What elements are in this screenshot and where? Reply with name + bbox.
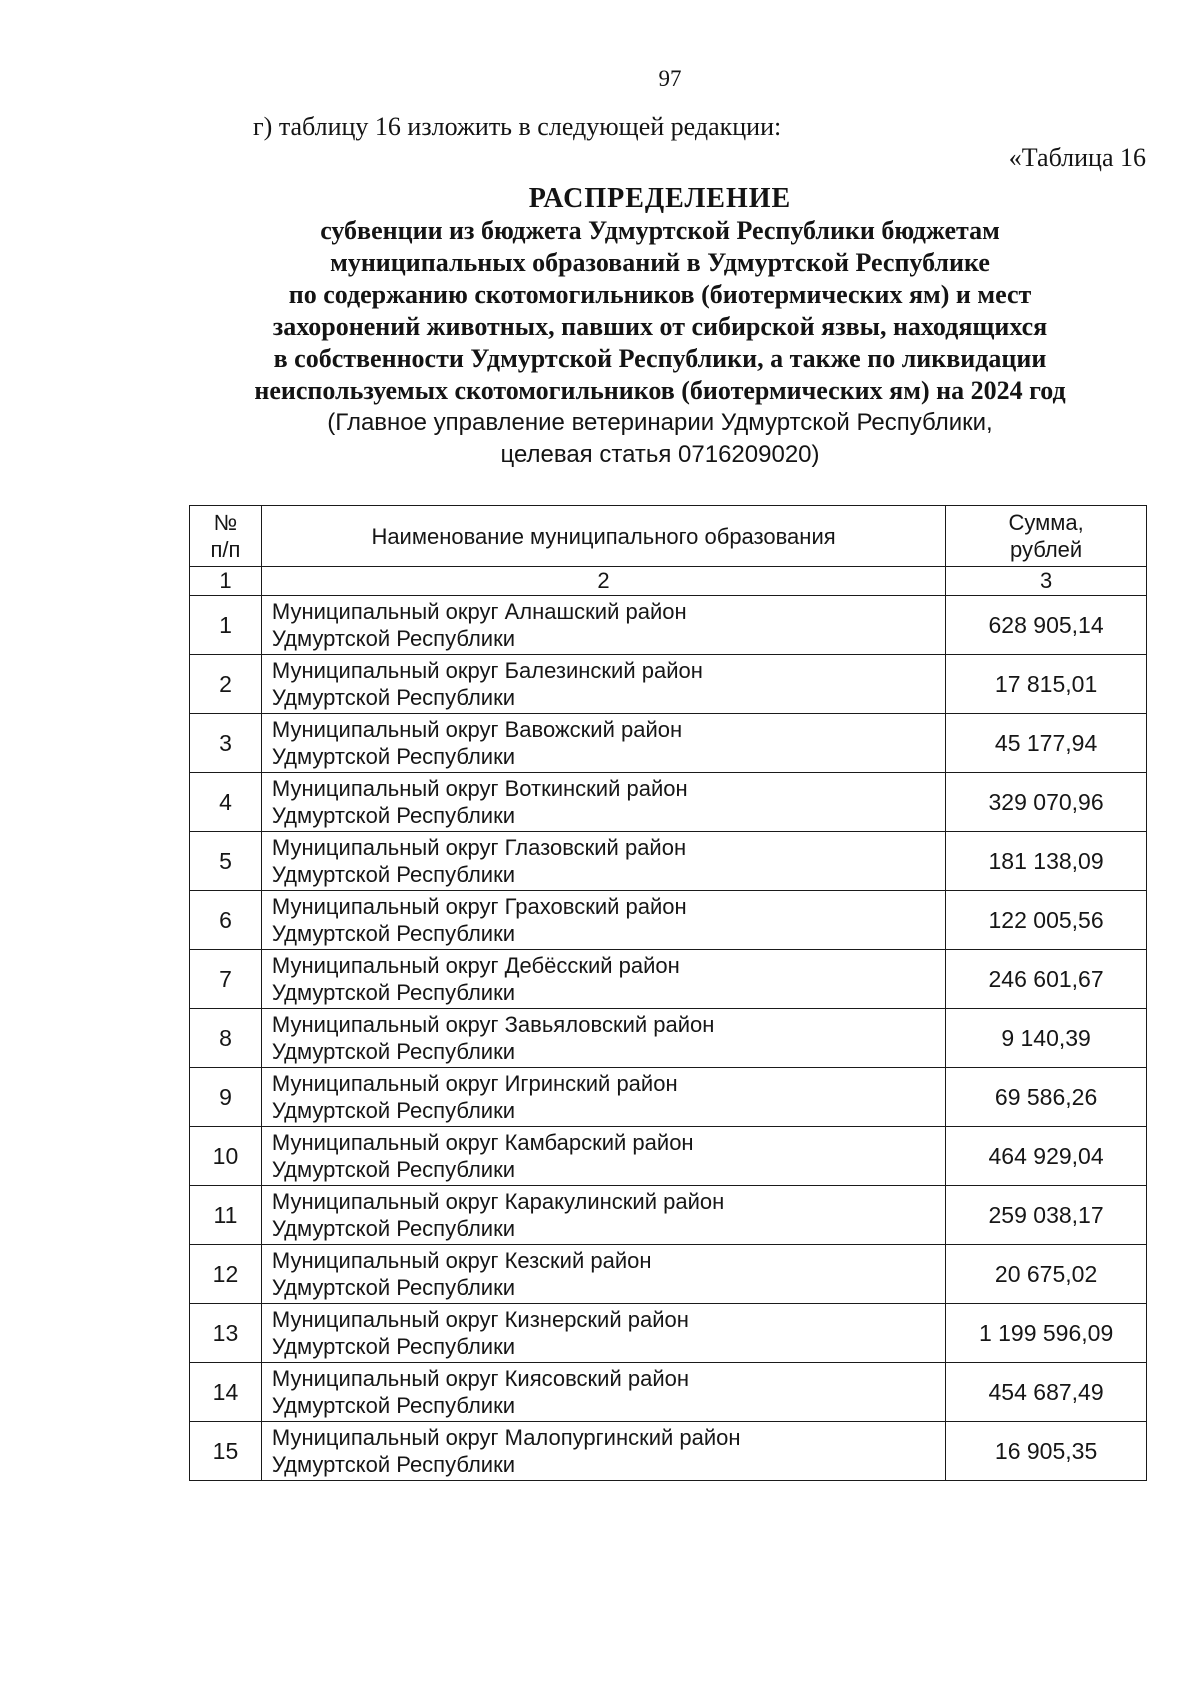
title-block	[160, 183, 1160, 471]
row-number: 13	[190, 1304, 262, 1363]
header-name: Наименование муниципального образования	[261, 506, 945, 567]
amount: 122 005,56	[946, 891, 1147, 950]
subtitle-line: в собственности Удмуртской Республики, а также по ликвидации	[273, 344, 1047, 373]
municipality-name-line1: Муниципальный округ Игринский район	[271, 1071, 678, 1096]
header-number	[190, 506, 262, 567]
column-index: 3	[946, 567, 1147, 596]
row-number: 8	[190, 1009, 262, 1068]
table-row	[190, 773, 1147, 832]
municipality-name-line1: Муниципальный округ Кизнерский район	[271, 1307, 689, 1332]
table-row	[190, 1363, 1147, 1422]
table-row	[190, 1009, 1147, 1068]
table-row	[190, 891, 1147, 950]
header-number-line2: п/п	[210, 537, 241, 562]
municipality-name	[261, 950, 945, 1009]
header-sum	[946, 506, 1147, 567]
table-row	[190, 1422, 1147, 1481]
municipality-name-line1: Муниципальный округ Алнашский район	[271, 599, 687, 624]
source-line: целевая статья 0716209020)	[500, 441, 820, 468]
amount: 1 199 596,09	[946, 1304, 1147, 1363]
header-sum-line2: рублей	[1009, 537, 1083, 562]
municipality-name-line2: Удмуртской Республики	[271, 1334, 515, 1359]
row-number: 5	[190, 832, 262, 891]
municipality-name-line2: Удмуртской Республики	[271, 1452, 515, 1477]
municipality-name-line1: Муниципальный округ Камбарский район	[271, 1130, 694, 1155]
table-row	[190, 1245, 1147, 1304]
municipality-name	[261, 1304, 945, 1363]
municipality-name-line2: Удмуртской Республики	[271, 803, 515, 828]
amount: 464 929,04	[946, 1127, 1147, 1186]
table-row	[190, 832, 1147, 891]
table-row	[190, 714, 1147, 773]
municipality-name-line2: Удмуртской Республики	[271, 1275, 515, 1300]
municipality-name-line2: Удмуртской Республики	[271, 1098, 515, 1123]
municipality-name	[261, 655, 945, 714]
amount: 16 905,35	[946, 1422, 1147, 1481]
table-header-row	[190, 506, 1147, 567]
table-row	[190, 1068, 1147, 1127]
municipality-name	[261, 1186, 945, 1245]
page-number: 97	[658, 66, 682, 91]
table-row	[190, 1186, 1147, 1245]
amount: 454 687,49	[946, 1363, 1147, 1422]
municipality-name-line1: Муниципальный округ Глазовский район	[271, 835, 687, 860]
municipality-name-line1: Муниципальный округ Киясовский район	[271, 1366, 690, 1391]
municipality-name-line1: Муниципальный округ Малопургинский район	[271, 1425, 741, 1450]
source-line: (Главное управление ветеринарии Удмуртской Республики,	[327, 409, 993, 436]
table-label: «Таблица 16	[1008, 143, 1146, 172]
amount: 20 675,02	[946, 1245, 1147, 1304]
municipality-name	[261, 1009, 945, 1068]
column-index-row	[190, 567, 1147, 596]
row-number: 11	[190, 1186, 262, 1245]
municipality-name-line2: Удмуртской Республики	[271, 1216, 515, 1241]
amount: 69 586,26	[946, 1068, 1147, 1127]
municipality-name-line1: Муниципальный округ Завьяловский район	[271, 1012, 715, 1037]
distribution-table	[189, 505, 1147, 1481]
municipality-name-line1: Муниципальный округ Вавожский район	[271, 717, 683, 742]
table-row	[190, 655, 1147, 714]
municipality-name-line2: Удмуртской Республики	[271, 1039, 515, 1064]
row-number: 10	[190, 1127, 262, 1186]
amount: 181 138,09	[946, 832, 1147, 891]
subtitle-line: неиспользуемых скотомогильников (биотермических ям) на 2024 год	[254, 376, 1066, 405]
municipality-name-line1: Муниципальный округ Дебёсский район	[271, 953, 680, 978]
document-title: РАСПРЕДЕЛЕНИЕ	[528, 183, 792, 214]
column-index: 1	[190, 567, 262, 596]
amount: 329 070,96	[946, 773, 1147, 832]
municipality-name-line2: Удмуртской Республики	[271, 862, 515, 887]
municipality-name-line2: Удмуртской Республики	[271, 1157, 515, 1182]
column-index: 2	[261, 567, 945, 596]
municipality-name-line2: Удмуртской Республики	[271, 685, 515, 710]
row-number: 3	[190, 714, 262, 773]
row-number: 9	[190, 1068, 262, 1127]
municipality-name-line1: Муниципальный округ Воткинский район	[271, 776, 688, 801]
municipality-name	[261, 714, 945, 773]
table-row	[190, 1304, 1147, 1363]
row-number: 4	[190, 773, 262, 832]
row-number: 7	[190, 950, 262, 1009]
municipality-name	[261, 1363, 945, 1422]
municipality-name-line2: Удмуртской Республики	[271, 626, 515, 651]
table-row	[190, 1127, 1147, 1186]
amount: 9 140,39	[946, 1009, 1147, 1068]
header-number-line1: №	[213, 510, 238, 535]
municipality-name	[261, 1245, 945, 1304]
row-number: 15	[190, 1422, 262, 1481]
municipality-name-line1: Муниципальный округ Граховский район	[271, 894, 687, 919]
subtitle-line: захоронений животных, павших от сибирской язвы, находящихся	[272, 312, 1048, 341]
municipality-name-line1: Муниципальный округ Каракулинский район	[271, 1189, 725, 1214]
amount: 45 177,94	[946, 714, 1147, 773]
row-number: 2	[190, 655, 262, 714]
municipality-name-line2: Удмуртской Республики	[271, 1393, 515, 1418]
subtitle-line: муниципальных образований в Удмуртской Республике	[330, 248, 990, 277]
row-number: 6	[190, 891, 262, 950]
table-row	[190, 950, 1147, 1009]
municipality-name	[261, 596, 945, 655]
subtitle-line: по содержанию скотомогильников (биотермических ям) и мест	[288, 280, 1032, 309]
municipality-name	[261, 1068, 945, 1127]
municipality-name	[261, 832, 945, 891]
amount: 246 601,67	[946, 950, 1147, 1009]
amount: 628 905,14	[946, 596, 1147, 655]
header-sum-line1: Сумма,	[1008, 510, 1084, 535]
municipality-name	[261, 773, 945, 832]
table-body	[190, 596, 1147, 1481]
municipality-name-line2: Удмуртской Республики	[271, 744, 515, 769]
municipality-name-line1: Муниципальный округ Балезинский район	[271, 658, 703, 683]
row-number: 14	[190, 1363, 262, 1422]
row-number: 1	[190, 596, 262, 655]
subtitle-line: субвенции из бюджета Удмуртской Республики бюджетам	[320, 216, 1000, 245]
intro-text: г) таблицу 16 изложить в следующей редакции:	[253, 112, 782, 141]
amount: 259 038,17	[946, 1186, 1147, 1245]
row-number: 12	[190, 1245, 262, 1304]
municipality-name	[261, 1422, 945, 1481]
amount: 17 815,01	[946, 655, 1147, 714]
table-row	[190, 596, 1147, 655]
municipality-name-line2: Удмуртской Республики	[271, 980, 515, 1005]
municipality-name-line1: Муниципальный округ Кезский район	[271, 1248, 652, 1273]
municipality-name	[261, 891, 945, 950]
municipality-name-line2: Удмуртской Республики	[271, 921, 515, 946]
municipality-name	[261, 1127, 945, 1186]
